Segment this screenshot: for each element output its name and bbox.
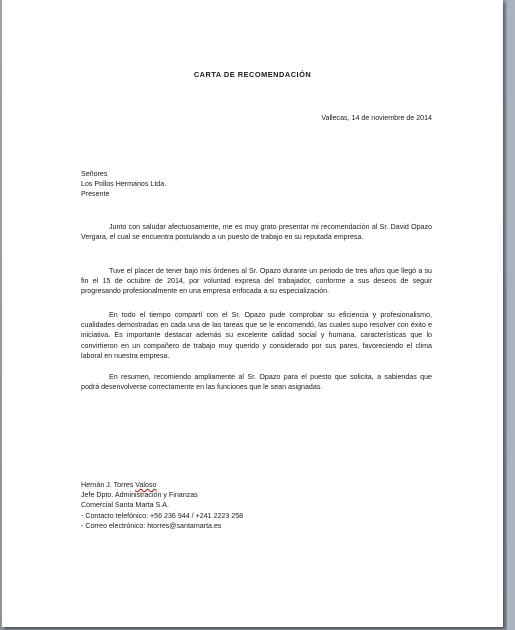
signature-company: Comercial Santa Marta S.A. bbox=[81, 501, 169, 510]
signature-name bbox=[81, 480, 243, 490]
paragraph-conclusion: En resumen, recomiendo ampliamente al Sr. Opazo para el puesto que solicita, a sabiendas que podrá desenvolverse correctamente en las funciones que le sean asignadas. bbox=[81, 373, 432, 392]
signature-name-first: Hernán J. Torres bbox=[81, 481, 136, 489]
vertical-scrollbar[interactable] bbox=[507, 0, 515, 630]
addressee-company: Los Pollos Hermanos Ltda. bbox=[81, 180, 167, 189]
letter-date: Vallecas, 14 de noviembre de 2014 bbox=[321, 114, 432, 122]
letter-title: CARTA DE RECOMENDACIÓN bbox=[193, 70, 312, 79]
paragraph-introduction: Junto con saludar afectuosamente, me es muy grato presentar mi recomendación al Sr. David Opazo Vergara, el cual se encuentra postulando a un puesto de trabajo en su reputada empresa. bbox=[81, 223, 432, 242]
signature-phone: - Contacto telefónico: +56 236 944 / +241 2223 258 bbox=[81, 511, 244, 520]
paragraph-qualities: En todo el tiempo compartí con el Sr. Opazo pude comprobar su eficiencia y profesionalismo, cualidades demostradas en cada una de las tareas que se le encomendó, las cuales supo resolver con éxito e iniciativa. Es importante destacar además su excelente calidad social y humana, características que lo convirtieron en un compañero de trabajo muy querido y considerado por sus pares, favoreciendo el clima laboral en nuestra empresa. bbox=[81, 311, 432, 360]
signature-position: Jefe Dpto. Administración y Finanzas bbox=[81, 491, 198, 500]
signature-block bbox=[81, 480, 243, 531]
paragraph-employment: Tuve el placer de tener bajo mis órdenes al Sr. Opazo durante un periodo de tres años que llegó a su fin el 15 de octubre de 2014, por voluntad expresa del trabajador, conforme a sus deseos de seguir progresando profesionalmente en una empresa enfocada a su especialización. bbox=[81, 267, 432, 296]
addressee-block bbox=[81, 169, 166, 200]
signature-email: - Correo electrónico: htorres@santamarta.es bbox=[81, 521, 222, 530]
document-page[interactable] bbox=[2, 0, 503, 627]
signature-name-last: Valoso bbox=[135, 481, 157, 489]
addressee-present: Presente bbox=[81, 190, 110, 199]
addressee-salutation: Señores bbox=[81, 170, 108, 178]
